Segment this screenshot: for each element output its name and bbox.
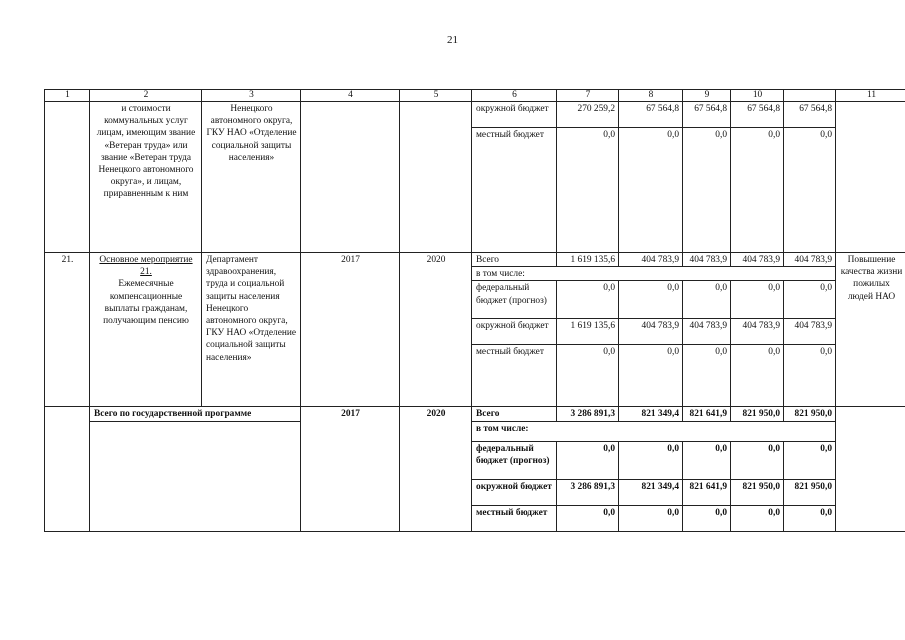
amount-cell: 0,0	[731, 281, 784, 319]
row-number-cell	[45, 407, 90, 531]
funding-source-cell: Всего	[472, 407, 557, 421]
table-row	[45, 102, 905, 128]
amount-cell: 0,0	[619, 345, 683, 407]
amount-cell: 67 564,8	[683, 102, 731, 128]
amount-cell: 0,0	[619, 128, 683, 253]
funding-source-cell: федеральный бюджет (прогноз)	[472, 441, 557, 479]
amount-cell: 3 286 891,3	[557, 479, 619, 505]
amount-cell: 0,0	[619, 281, 683, 319]
amount-cell: 270 259,2	[557, 102, 619, 128]
amount-cell: 0,0	[784, 128, 836, 253]
funding-source-cell: местный бюджет	[472, 128, 557, 253]
column-header	[784, 90, 836, 102]
column-header: 7	[557, 90, 619, 102]
amount-cell: 67 564,8	[784, 102, 836, 128]
end-year-cell	[400, 102, 472, 253]
total-label-cell	[90, 421, 301, 531]
amount-cell: 404 783,9	[784, 253, 836, 267]
amount-cell: 0,0	[731, 128, 784, 253]
amount-cell: 404 783,9	[683, 253, 731, 267]
funding-source-cell: окружной бюджет	[472, 479, 557, 505]
measure-name-cell: и стоимости коммунальных услуг лицам, имеющим звание «Ветеран труда» или звание «Ветеран труда Ненецкого автономного округа», и лицам, приравненным к ним	[90, 102, 202, 253]
amount-cell: 3 286 891,3	[557, 407, 619, 421]
amount-cell: 1 619 135,6	[557, 253, 619, 267]
amount-cell: 404 783,9	[683, 319, 731, 345]
column-header: 4	[301, 90, 400, 102]
amount-cell: 0,0	[557, 505, 619, 531]
executor-cell: Ненецкого автономного округа, ГКУ НАО «Отделение социальной защиты населения»	[202, 102, 301, 253]
program-table	[44, 89, 905, 532]
column-header: 8	[619, 90, 683, 102]
amount-cell: 0,0	[557, 128, 619, 253]
column-header: 11	[836, 90, 905, 102]
funding-source-cell: местный бюджет	[472, 505, 557, 531]
result-cell: Повышение качества жизни пожилых людей НАО	[836, 253, 905, 407]
end-year-cell: 2020	[400, 407, 472, 531]
amount-cell: 0,0	[784, 281, 836, 319]
amount-cell: 821 641,9	[683, 479, 731, 505]
funding-source-cell: окружной бюджет	[472, 319, 557, 345]
column-header: 5	[400, 90, 472, 102]
amount-cell: 0,0	[619, 441, 683, 479]
amount-cell: 0,0	[731, 441, 784, 479]
table-row	[45, 253, 905, 267]
measure-description: Ежемесячные компенсационные выплаты гражданам, получающим пенсию	[103, 279, 189, 327]
start-year-cell: 2017	[301, 407, 400, 531]
amount-cell: 1 619 135,6	[557, 319, 619, 345]
amount-cell: 0,0	[784, 505, 836, 531]
amount-cell: 0,0	[557, 281, 619, 319]
amount-cell: 821 950,0	[731, 479, 784, 505]
amount-cell: 0,0	[683, 281, 731, 319]
amount-cell: 67 564,8	[731, 102, 784, 128]
amount-cell: 0,0	[557, 345, 619, 407]
total-row	[45, 407, 905, 421]
amount-cell: 404 783,9	[619, 253, 683, 267]
amount-cell: 0,0	[683, 441, 731, 479]
amount-cell: 0,0	[731, 345, 784, 407]
column-header: 3	[202, 90, 301, 102]
row-number-cell	[45, 102, 90, 253]
row-number-cell: 21.	[45, 253, 90, 407]
amount-cell: 404 783,9	[731, 253, 784, 267]
amount-cell: 404 783,9	[731, 319, 784, 345]
amount-cell: 404 783,9	[784, 319, 836, 345]
amount-cell: 821 950,0	[784, 407, 836, 421]
amount-cell: 0,0	[683, 345, 731, 407]
column-header: 2	[90, 90, 202, 102]
amount-cell: 0,0	[731, 505, 784, 531]
start-year-cell	[301, 102, 400, 253]
funding-source-cell: в том числе:	[472, 421, 836, 441]
funding-source-cell: федеральный бюджет (прогноз)	[472, 281, 557, 319]
column-header: 1	[45, 90, 90, 102]
column-numbers-row	[45, 90, 905, 102]
amount-cell: 821 950,0	[784, 479, 836, 505]
amount-cell: 821 950,0	[731, 407, 784, 421]
start-year-cell: 2017	[301, 253, 400, 407]
total-row	[45, 421, 905, 441]
executor-cell: Департамент здравоохранения, труда и социальной защиты населения Ненецкого автономного округа, ГКУ НАО «Отделение социальной защиты населения»	[202, 253, 301, 407]
funding-source-cell: местный бюджет	[472, 345, 557, 407]
amount-cell: 67 564,8	[619, 102, 683, 128]
amount-cell: 0,0	[683, 505, 731, 531]
amount-cell: 821 349,4	[619, 479, 683, 505]
page-number: 21	[447, 34, 458, 46]
result-cell	[836, 102, 905, 253]
result-cell	[836, 407, 905, 531]
amount-cell: 0,0	[619, 505, 683, 531]
amount-cell: 0,0	[557, 441, 619, 479]
amount-cell: 821 641,9	[683, 407, 731, 421]
amount-cell: 0,0	[784, 441, 836, 479]
column-header: 10	[731, 90, 784, 102]
end-year-cell: 2020	[400, 253, 472, 407]
column-header: 6	[472, 90, 557, 102]
funding-source-cell: окружной бюджет	[472, 102, 557, 128]
amount-cell: 0,0	[784, 345, 836, 407]
amount-cell: 821 349,4	[619, 407, 683, 421]
funding-source-cell: Всего	[472, 253, 557, 267]
amount-cell: 404 783,9	[619, 319, 683, 345]
funding-source-cell: в том числе:	[472, 267, 836, 281]
column-header: 9	[683, 90, 731, 102]
amount-cell: 0,0	[683, 128, 731, 253]
measure-name-cell	[90, 253, 202, 407]
total-label-cell: Всего по государственной программе	[90, 407, 301, 421]
measure-link[interactable]: Основное мероприятие 21.	[99, 255, 193, 278]
